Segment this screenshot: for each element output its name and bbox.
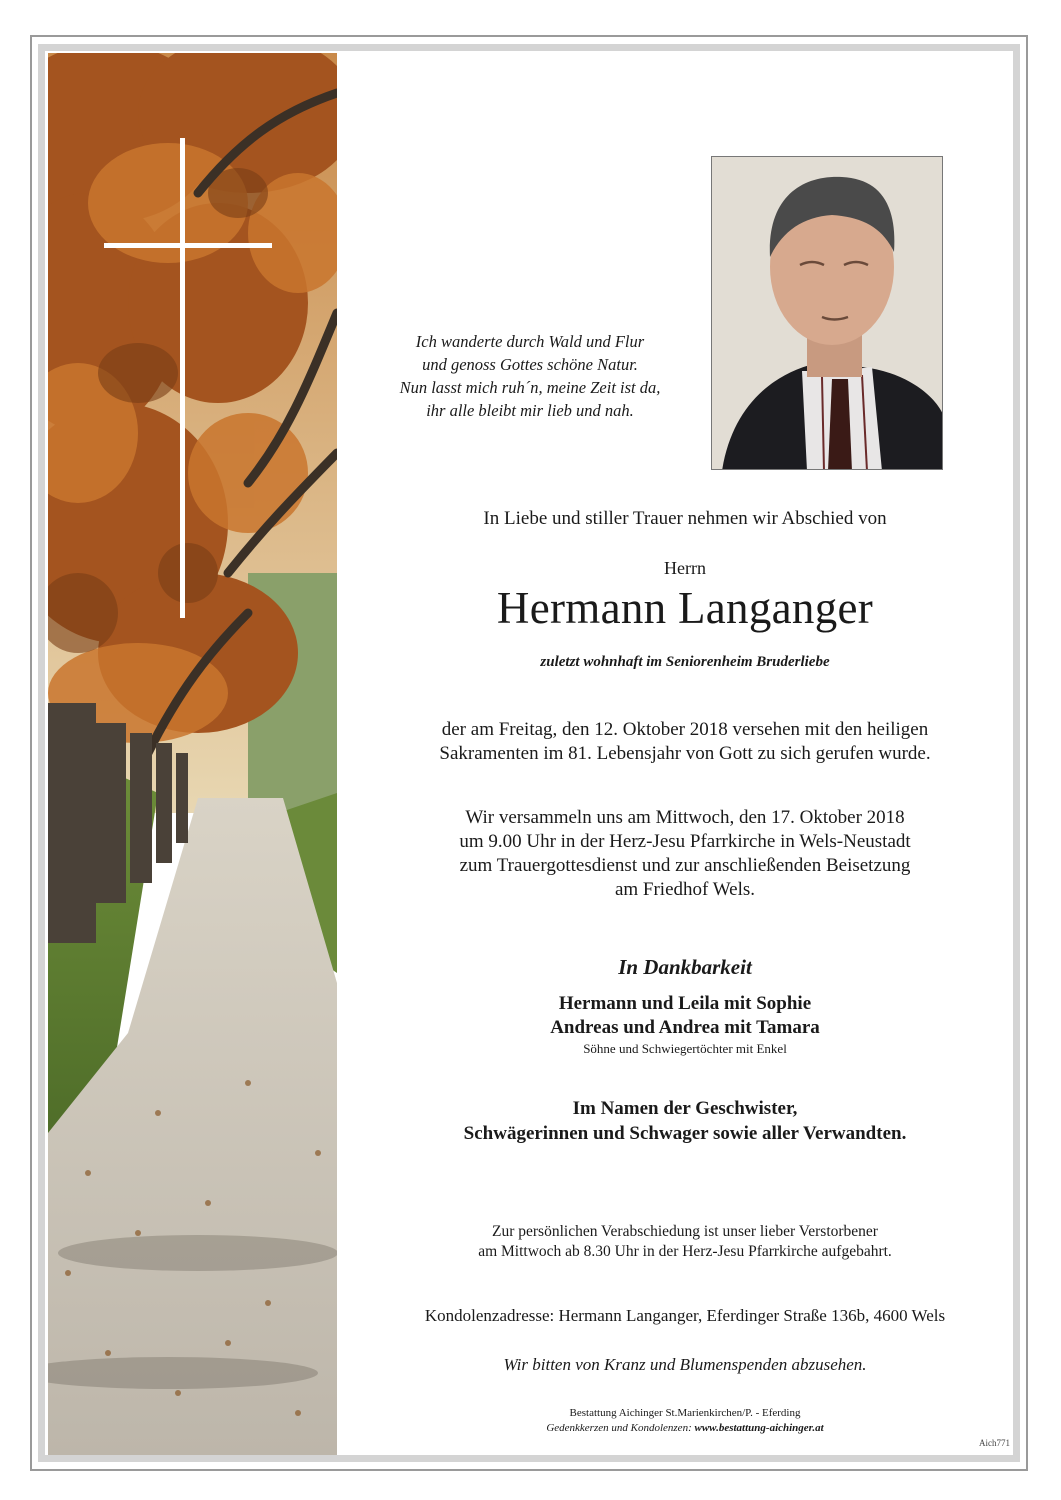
viewing-notice [350,1222,1020,1262]
viewing-line: am Mittwoch ab 8.30 Uhr in der Herz-Jesu Pfarrkirche aufgebahrt. [478,1243,892,1260]
deceased-name: Hermann Langanger [496,583,874,633]
family-relation: Söhne und Schwiegertöchter mit Enkel [583,1041,787,1056]
viewing-line: Zur persönlichen Verabschiedung ist unser lieber Verstorbener [492,1223,878,1240]
condolence-address: Kondolenzadresse: Hermann Langanger, Eferdinger Straße 136b, 4600 Wels [424,1306,946,1325]
undertaker-name: Bestattung Aichinger St.Marienkirchen/P. - Eferding [569,1407,801,1419]
family-name-line: Andreas und Andrea mit Tamara [550,1017,820,1038]
residence: zuletzt wohnhaft im Seniorenheim Bruderliebe [540,654,830,670]
death-notice [350,718,1020,766]
autumn-alley-image [48,53,337,1455]
funeral-notice-line: zum Trauergottesdienst und zur anschließenden Beisetzung [459,855,911,876]
death-notice-line: Sakramenten im 81. Lebensjahr von Gott zu sich gerufen wurde. [439,743,931,764]
poem-line: ihr alle bleibt mir lieb und nah. [426,401,634,420]
flower-request: Wir bitten von Kranz und Blumenspenden abzusehen. [503,1355,867,1374]
siblings-line: Im Namen der Geschwister, [572,1098,798,1119]
funeral-notice-line: am Friedhof Wels. [614,879,756,900]
portrait-photo [711,156,943,470]
poem-line: und genoss Gottes schöne Natur. [422,355,638,374]
poem-line: Nun lasst mich ruh´n, meine Zeit ist da, [399,378,661,397]
funeral-notice-line: Wir versammeln uns am Mittwoch, den 17. Oktober 2018 [465,807,905,828]
poem-line: Ich wanderte durch Wald und Flur [415,332,645,351]
funeral-notice-line: um 9.00 Uhr in der Herz-Jesu Pfarrkirche in Wels-Neustadt [459,831,911,852]
funeral-notice [350,806,1020,902]
online-label: Gedenkkerzen und Kondolenzen: [546,1422,692,1434]
website-link[interactable]: www.bestattung-aichinger.at [694,1422,824,1434]
siblings-line: Schwägerinnen und Schwager sowie aller Verwandten. [463,1123,907,1144]
salutation: Herrn [664,558,706,578]
family-name-line: Hermann und Leila mit Sophie [558,993,812,1014]
death-notice-line: der am Freitag, den 12. Oktober 2018 versehen mit den heiligen [441,719,929,740]
poem [360,330,700,422]
document-code: Aich771 [979,1438,1010,1448]
siblings-note [350,1096,1020,1146]
gratitude-title: In Dankbarkeit [618,955,752,979]
intro-text: In Liebe und stiller Trauer nehmen wir Abschied von [483,508,887,529]
family-names [350,992,1020,1040]
undertaker-footer [350,1406,1020,1436]
